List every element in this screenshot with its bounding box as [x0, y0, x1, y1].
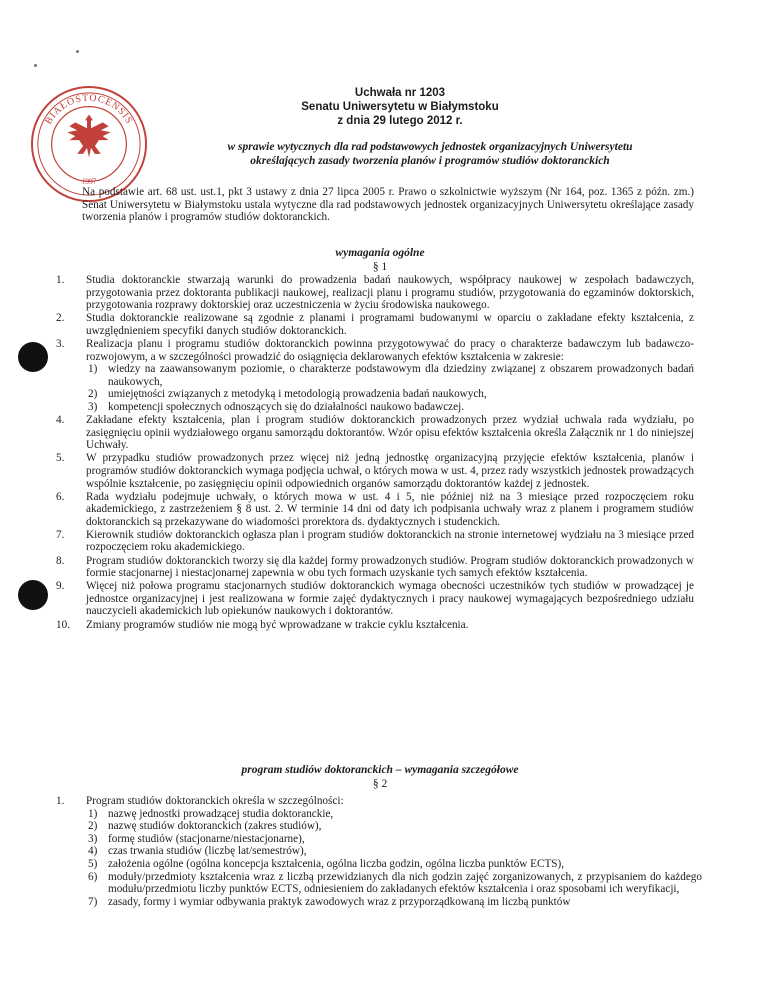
- sub-item: [86, 833, 702, 846]
- section-2-heading: [220, 763, 540, 791]
- list-item: [52, 529, 694, 554]
- list-item: [52, 338, 694, 414]
- section-title: program studiów doktoranckich – wymagania szczegółowe: [241, 764, 519, 776]
- resolution-subject: [150, 140, 710, 168]
- item-number: 8.: [56, 554, 65, 567]
- eagle-emblem: [67, 115, 110, 158]
- item-number: 1.: [56, 795, 65, 807]
- sub-item-number: 1): [88, 363, 98, 376]
- list-item: [52, 491, 694, 529]
- issuing-body: Senatu Uniwersytetu w Białymstoku: [301, 101, 499, 113]
- sub-item-text: zasady, formy i wymiar odbywania praktyk zawodowych wraz z przyporządkowaną im liczbą punktów: [108, 895, 571, 908]
- list-item: [52, 274, 694, 312]
- section-1-list: [52, 274, 694, 632]
- sub-item-number: 6): [88, 870, 98, 883]
- seal-year: 1997: [80, 176, 98, 186]
- list-item: [52, 555, 694, 580]
- sub-item-number: 7): [88, 895, 98, 908]
- paragraph-mark: § 1: [372, 261, 388, 273]
- sub-item-text: nazwę jednostki prowadzącej studia doktoranckie,: [108, 807, 334, 820]
- subject-line: określających zasady tworzenia planów i programów studiów doktoranckich: [250, 155, 610, 167]
- item-number: 9.: [56, 580, 65, 593]
- sub-item-number: 3): [88, 832, 98, 845]
- list-item: [52, 414, 694, 452]
- sub-item-text: moduły/przedmioty kształcenia wraz z liczbą przewidzianych dla nich godzin zajęć zorganizowanych, z przypisaniem do każdego modułu/przedmiotu liczby punktów ECTS, odniesieniem do zakładanych efektów kształcenia i oraz sposobami ich weryfikacji,: [108, 870, 702, 896]
- item-text: Studia doktoranckie realizowane są zgodnie z planami i programami budowanymi w oparciu o zakładane efekty kształcenia, z uwzględnieniem specyfiki danych studiów doktoranckich.: [86, 312, 694, 337]
- section-2-list: [52, 795, 702, 909]
- sub-item-text: umiejętności związanych z metodyką i metodologią prowadzenia badań naukowych,: [108, 388, 487, 401]
- item-text: Zmiany programów studiów nie mogą być wprowadzane w trakcie cyklu kształcenia.: [86, 618, 469, 631]
- list-item: [52, 795, 702, 908]
- item-number: 3.: [56, 337, 65, 350]
- item-text: Program studiów doktoranckich tworzy się dla każdej formy prowadzonych studiów. Program studiów doktoranckich prowadzonych w formie stacjonarnej i niestacjonarnej zapewnia w obu tych formach uzyskanie tych samych efektów kształcenia.: [86, 554, 694, 580]
- sub-list: [86, 363, 694, 413]
- item-number: 7.: [56, 528, 65, 541]
- resolution-header: [250, 86, 550, 128]
- intro-paragraph: Na podstawie art. 68 ust. ust.1, pkt 3 ustawy z dnia 27 lipca 2005 r. Prawo o szkolnictwie wyższym (Nr 164, poz. 1365 z późn. zm.) Senat Uniwersytetu w Białymstoku ustala wytyczne dla rad podstawowych jednostek organizacyjnych Uniwersytetu określające zasady tworzenia planów i programów studiów doktoranckich.: [82, 186, 694, 223]
- sub-item-text: nazwę studiów doktoranckich (zakres studiów),: [108, 820, 322, 833]
- item-number: 6.: [56, 490, 65, 503]
- punch-hole: [18, 580, 48, 610]
- sub-item-text: czas trwania studiów (liczbę lat/semestrów),: [108, 845, 307, 858]
- sub-item: [86, 845, 702, 858]
- sub-item-text: założenia ogólne (ogólna koncepcja kształcenia, ogólna liczba godzin, ogólna liczba punktów ECTS),: [108, 857, 565, 870]
- paragraph-mark: § 2: [372, 778, 388, 790]
- sub-item: [86, 401, 694, 414]
- list-item: [52, 312, 694, 337]
- seal-ring-text: BIAŁOSTOCENSIS: [43, 92, 135, 127]
- sub-item: [86, 808, 702, 821]
- sub-item-number: 3): [88, 400, 98, 413]
- punch-hole: [18, 342, 48, 372]
- sub-item-text: wiedzy na zaawansowanym poziomie, o charakterze podstawowym dla dziedziny związanej z obszarem prowadzonych badań naukowych,: [108, 363, 694, 388]
- item-number: 5.: [56, 452, 65, 465]
- sub-item: [86, 871, 702, 896]
- item-number: 10.: [56, 618, 70, 631]
- sub-list: [86, 808, 702, 909]
- item-text: Realizacja planu i programu studiów doktoranckich powinna przygotowywać do pracy o charakterze badawczym lub badawczo-rozwojowym, a w szczególności prowadzić do osiągnięcia deklarowanych efektów kształcenia w zakresie:: [86, 337, 694, 363]
- item-number: 2.: [56, 312, 65, 325]
- section-1-heading: [280, 246, 480, 274]
- sub-item: [86, 363, 694, 388]
- item-text: W przypadku studiów prowadzonych przez więcej niż jedną jednostkę organizacyjną przyjęcie efektów kształcenia, planów i programów studiów doktoranckich wymaga podjęcia uchwał, o których mowa w ust. 4, przez rady wszystkich jednostek prowadzących wspólnie kształcenie, po zasięgnięciu opinii odpowiednich organów samorządu doktorantów każdej z jednostek.: [86, 452, 694, 490]
- item-text: Rada wydziału podejmuje uchwały, o których mowa w ust. 4 i 5, nie później niż na 3 miesiące przed rozpoczęciem roku akademickiego, z zastrzeżeniem § 8 ust. 2. W terminie 14 dni od daty ich podpisania uchwały wraz z planem i programem studiów doktoranckich są przekazywane do wiadomości prorektora ds. dydaktycznych i studenckich.: [86, 490, 694, 528]
- list-item: [52, 580, 694, 618]
- sub-item-number: 5): [88, 857, 98, 870]
- sub-item-number: 2): [88, 388, 98, 401]
- sub-item: [86, 896, 702, 909]
- sub-item-text: formę studiów (stacjonarne/niestacjonarne),: [108, 832, 305, 845]
- subject-line: w sprawie wytycznych dla rad podstawowych jednostek organizacyjnych Uniwersytetu: [227, 141, 633, 153]
- sub-item-number: 4): [88, 845, 98, 858]
- item-text: Program studiów doktoranckich określa w szczególności:: [86, 795, 344, 807]
- sub-item-text: kompetencji społecznych odnoszących się do działalności naukowo badawczej.: [108, 400, 465, 413]
- resolution-date: z dnia 29 lutego 2012 r.: [337, 115, 463, 127]
- item-text: Zakładane efekty kształcenia, plan i program studiów doktoranckich prowadzonych przez wydział uchwala rada wydziału, po zasięgnięciu opinii wydziałowego organu samorządu doktorantów. Wzór opisu efektów kształcenia określa Załącznik nr 1 do niniejszej Uchwały.: [86, 414, 694, 452]
- sub-item: [86, 858, 702, 871]
- item-number: 1.: [56, 274, 65, 286]
- resolution-number: Uchwała nr 1203: [354, 87, 446, 99]
- svg-text:1997: [81, 176, 97, 186]
- item-text: Więcej niż połowa programu stacjonarnych studiów doktoranckich wymaga obecności uczestników tych studiów w prowadzącej je jednostce organizacyjnej i jest realizowana w formie zajęć dydaktycznych i pracy naukowej wymagających bezpośredniego udziału nauczycieli akademickich lub opiekunów naukowych i doktorantów.: [86, 580, 694, 618]
- list-item: [52, 619, 694, 632]
- sub-item-number: 1): [88, 807, 98, 820]
- sub-item: [86, 820, 702, 833]
- item-number: 4.: [56, 414, 65, 427]
- section-title: wymagania ogólne: [335, 247, 425, 259]
- list-item: [52, 452, 694, 490]
- item-text: Kierownik studiów doktoranckich ogłasza plan i program studiów doktoranckich na stronie internetowej wydziału na 3 miesiące przed rozpoczęciem roku akademickiego.: [86, 528, 694, 554]
- item-text: Studia doktoranckie stwarzają warunki do prowadzenia badań naukowych, współpracy naukowej w zespołach badawczych, przygotowania przez doktoranta publikacji naukowej, realizacji planu i programu studiów, przygotowania do egzaminów doktorskich, przygotowania rozprawy doktorskiej oraz uczestniczenia w życiu środowiska naukowego.: [86, 274, 694, 312]
- sub-item-number: 2): [88, 820, 98, 833]
- scan-speck: [76, 50, 79, 53]
- sub-item: [86, 388, 694, 401]
- scan-speck: [34, 64, 37, 67]
